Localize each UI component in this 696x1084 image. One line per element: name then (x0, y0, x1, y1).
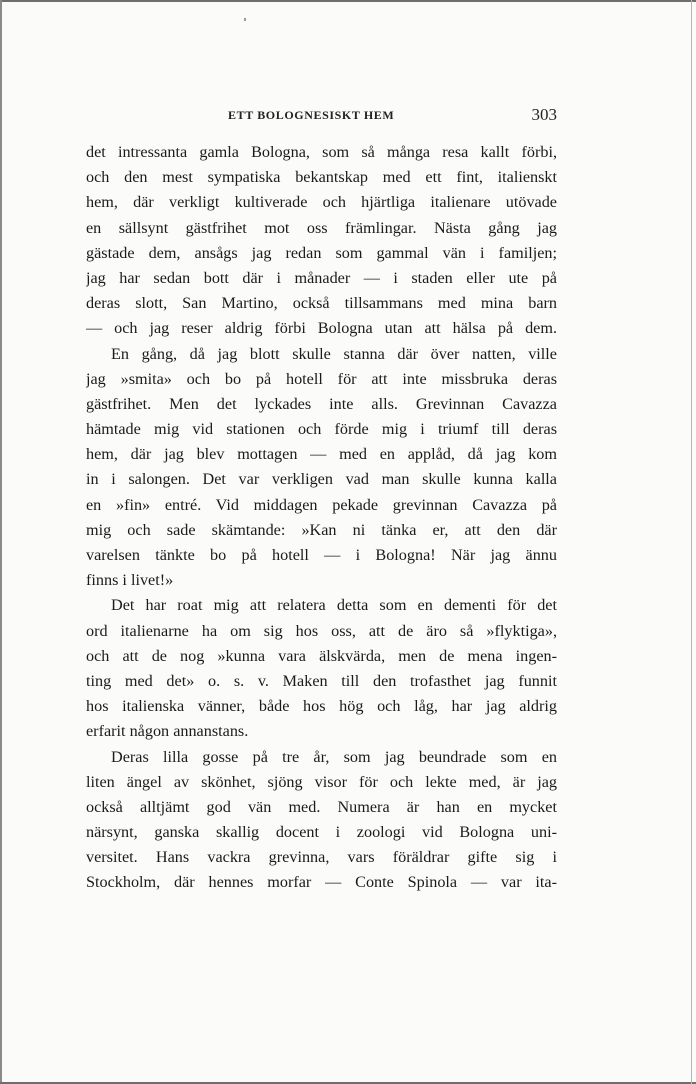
text-line: — och jag reser aldrig förbi Bologna utan att hälsa på dem. (86, 319, 557, 338)
text-line: gästfrihet. Men det lyckades inte alls. Grevinnan Cavazza (86, 394, 557, 413)
text-line: versitet. Hans vackra grevinna, vars föräldrar gifte sig i (86, 848, 557, 867)
text-line: gästade dem, ansågs jag redan som gammal vän i familjen; (86, 243, 557, 262)
page-edge-right (691, 0, 692, 1084)
text-line: hämtade mig vid stationen och förde mig i triumf till deras (86, 420, 557, 439)
body-text (86, 140, 557, 896)
text-line: hem, där verkligt kultiverade och hjärtliga italienare utövade (86, 193, 557, 212)
paper-speck (244, 18, 246, 21)
paragraph-end-line: erfarit någon annanstans. (86, 722, 249, 741)
paragraph-end-line: finns i livet!» (86, 571, 174, 590)
text-line: och den mest sympatiska bekantskap med ett fint, italienskt (86, 168, 557, 187)
page-edge-left (0, 0, 2, 1084)
text-line: jag »smita» och bo på hotell för att inte missbruka deras (86, 369, 557, 388)
paragraph-start-line: Det har roat mig att relatera detta som en dementi för det (111, 596, 557, 615)
text-line: mig och sade skämtande: »Kan ni tänka er, att den där (86, 520, 557, 539)
text-line: liten ängel av skönhet, sjöng visor för och lekte med, är jag (86, 772, 557, 791)
text-line: ting med det» o. s. v. Maken till den trofasthet jag funnit (86, 671, 557, 690)
text-line: deras slott, San Martino, också tillsammans med mina barn (86, 294, 557, 313)
text-line: också alltjämt god vän med. Numera är han en mycket (86, 797, 557, 816)
text-line: Stockholm, där hennes morfar — Conte Spinola — var ita- (86, 873, 557, 892)
text-line: varelsen tänkte bo på hotell — i Bologna! När jag ännu (86, 546, 557, 564)
text-line: jag har sedan bott där i månader — i staden eller ute på (86, 268, 557, 287)
page-number: 303 (531, 105, 557, 124)
text-line: närsynt, ganska skallig docent i zoologi vid Bologna uni- (86, 823, 557, 842)
text-line: och att de nog »kunna vara älskvärda, men de mena ingen- (86, 646, 557, 665)
text-line: det intressanta gamla Bologna, som så många resa kallt förbi, (86, 143, 557, 161)
page-edge-top (0, 0, 696, 2)
text-line: ord italienarne ha om sig hos oss, att de äro så »flyktiga», (86, 621, 557, 640)
running-title: ETT BOLOGNESISKT HEM (228, 108, 395, 122)
running-head (86, 105, 557, 128)
text-line: hem, där jag blev mottagen — med en applåd, då jag kom (86, 445, 557, 464)
text-line: hos italienska vänner, både hos hög och låg, har jag aldrig (86, 697, 557, 716)
paragraph-start-line: Deras lilla gosse på tre år, som jag beundrade som en (111, 747, 557, 766)
text-line: en »fin» entré. Vid middagen pekade grevinnan Cavazza på (86, 495, 557, 514)
text-line: in i salongen. Det var verkligen vad man skulle kunna kalla (86, 470, 557, 489)
text-line: en sällsynt gästfrihet mot oss främlingar. Nästa gång jag (86, 218, 557, 237)
paragraph-start-line: En gång, då jag blott skulle stanna där över natten, ville (111, 344, 557, 363)
